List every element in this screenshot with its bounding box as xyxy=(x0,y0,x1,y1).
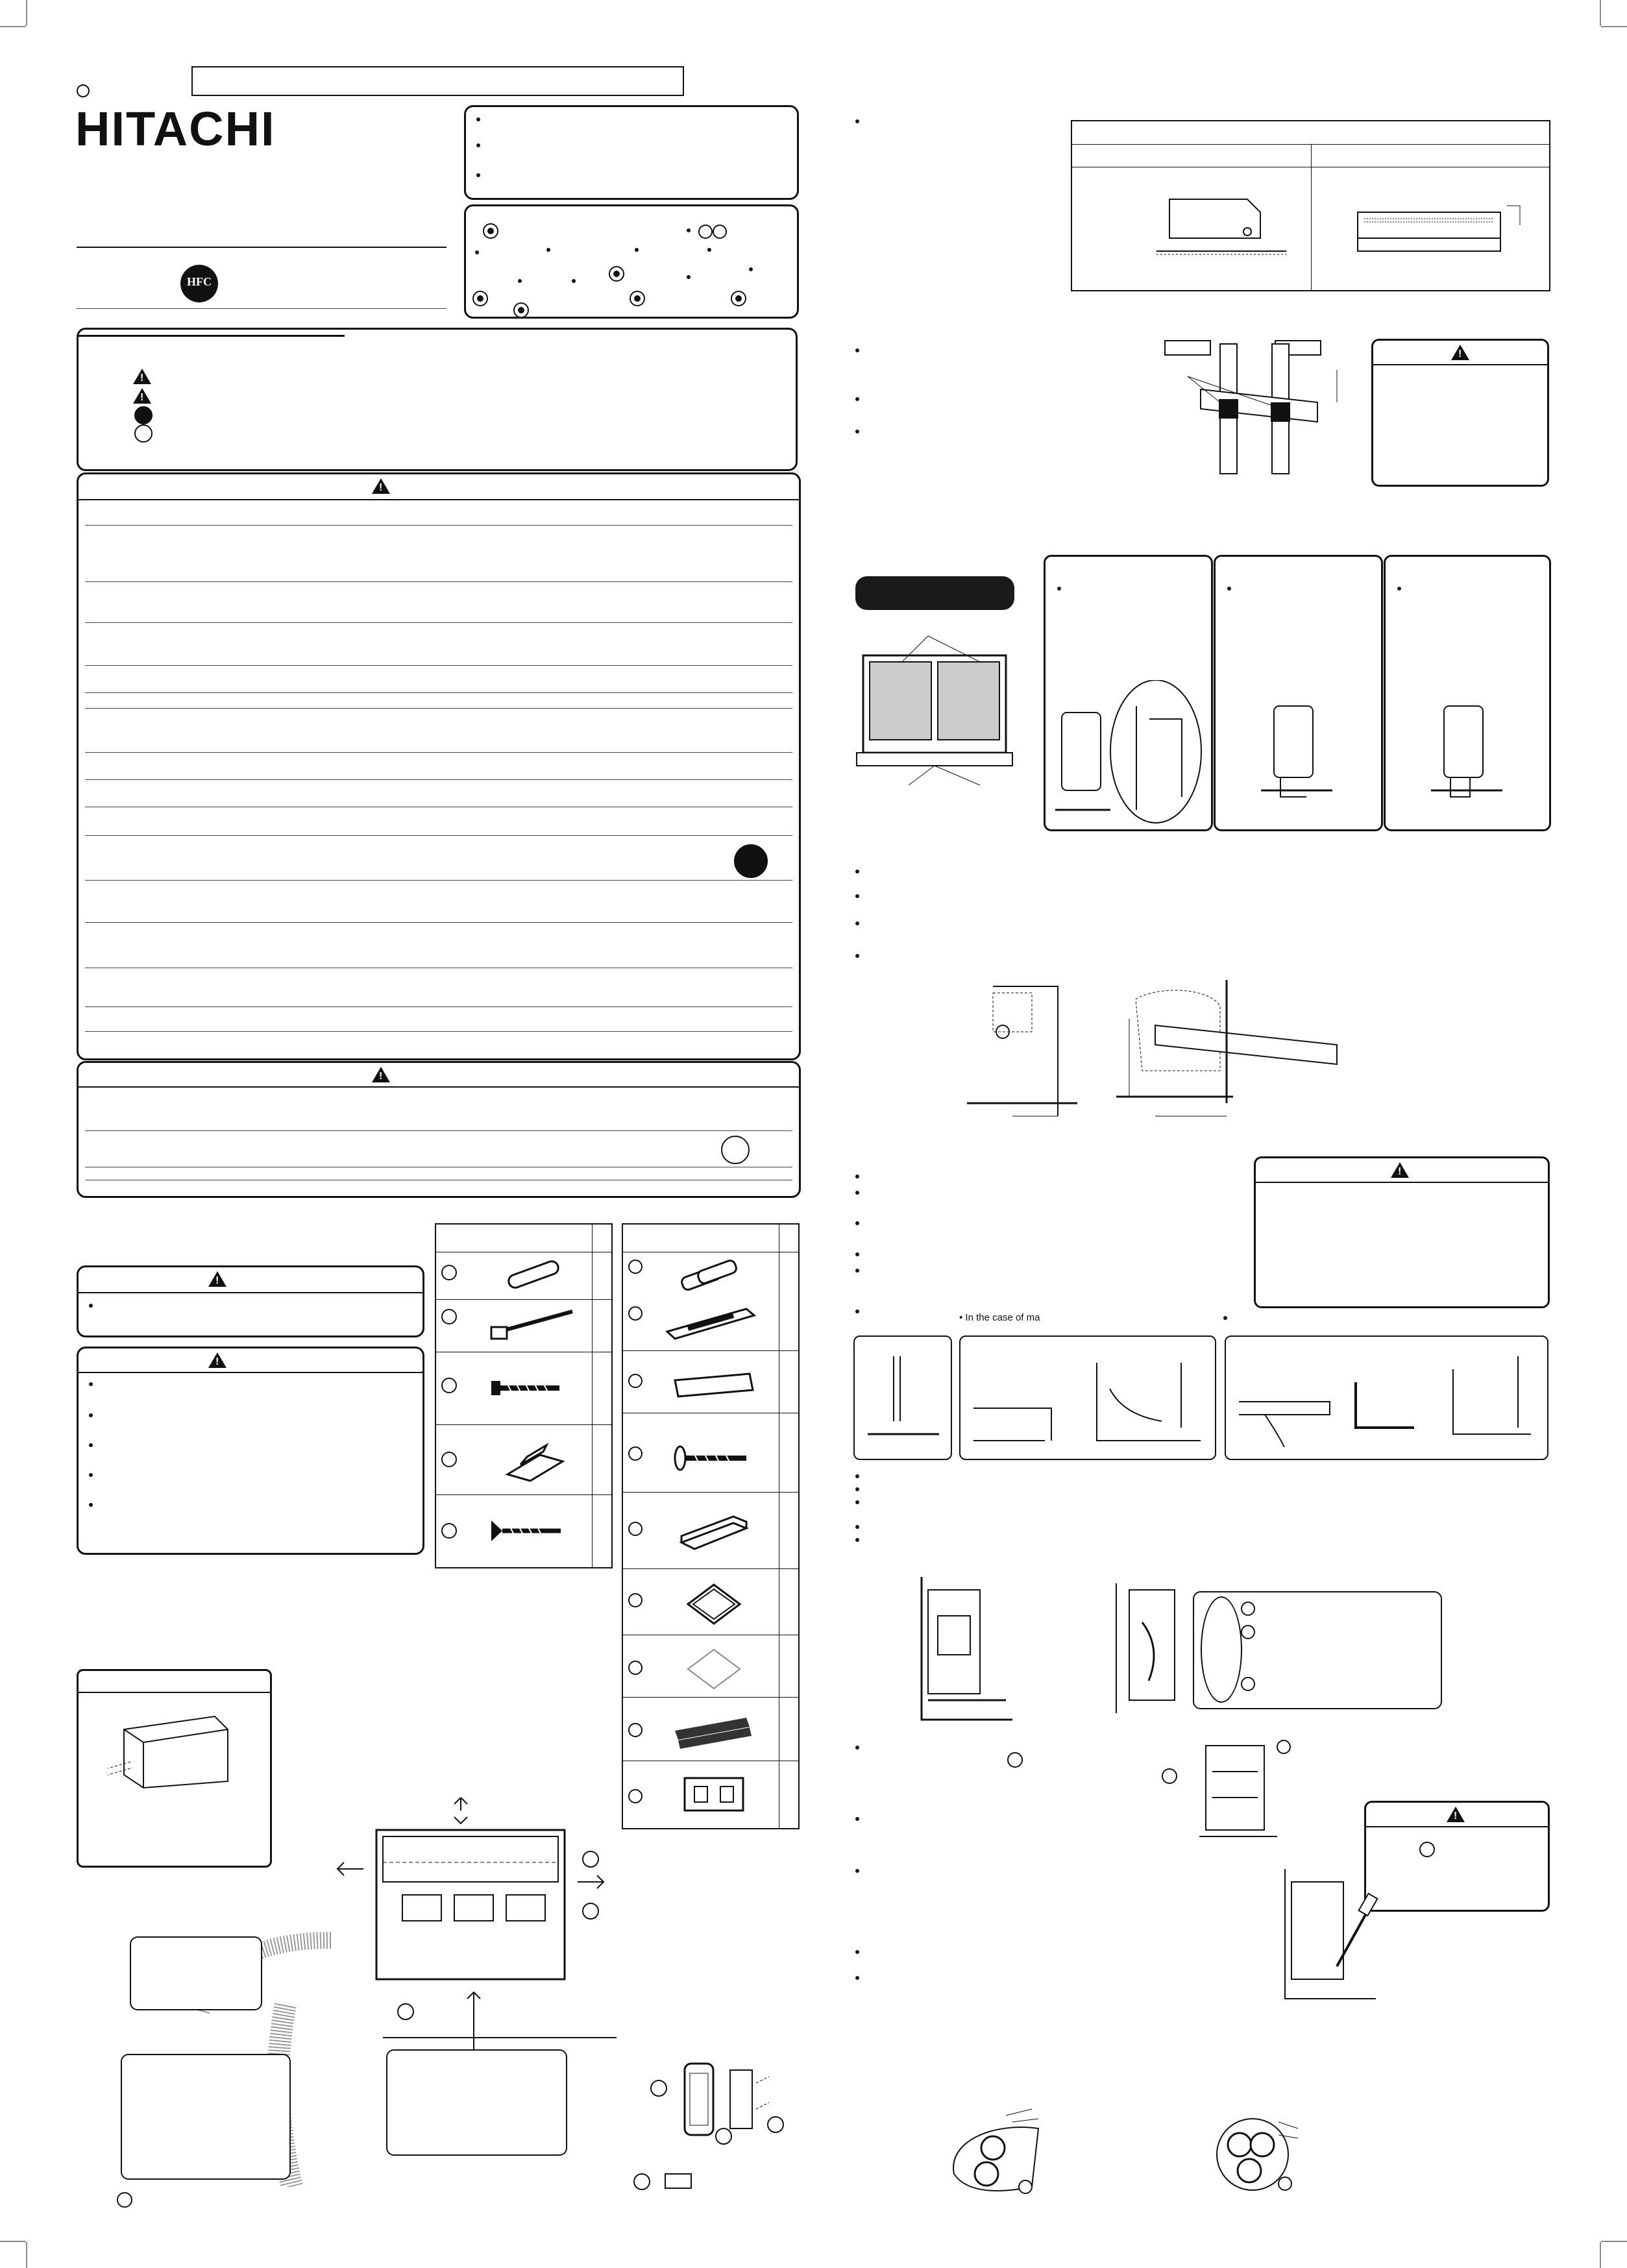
screw-icon xyxy=(488,1514,566,1546)
item-number-circle xyxy=(441,1309,457,1324)
safety-legend-box xyxy=(77,328,798,471)
pipe-routing-diagram-1 xyxy=(967,980,1077,1129)
model-name-box xyxy=(191,66,684,96)
title-divider-lower xyxy=(77,308,447,309)
remote-control-icon xyxy=(662,1302,759,1341)
drain-case-box-3 xyxy=(1225,1335,1548,1460)
item-number-circle xyxy=(1162,1768,1177,1784)
drain-sketch xyxy=(967,1350,1208,1447)
callout-box xyxy=(121,2054,291,2180)
batteries-icon xyxy=(675,1256,746,1295)
ground-symbol-icon xyxy=(734,844,768,878)
drain-case-box-1 xyxy=(853,1335,952,1460)
crop-mark xyxy=(1601,26,1627,27)
unit-sketch xyxy=(104,1703,241,1801)
drain-sketch xyxy=(1232,1350,1541,1447)
notes-box xyxy=(464,105,799,200)
hfc-badge-text: HFC xyxy=(187,275,212,288)
warning-triangle-icon xyxy=(133,388,151,404)
mounting-plate-icon xyxy=(675,1768,753,1820)
unit-side-sketch xyxy=(1052,680,1205,826)
warning-triangle-icon xyxy=(1447,1807,1465,1822)
crop-mark xyxy=(1601,2241,1627,2242)
warning-box xyxy=(77,472,801,1060)
warning-triangle-icon xyxy=(208,1271,226,1287)
indoor-unit-front-diagram xyxy=(850,623,1019,792)
clearance-table xyxy=(1071,120,1550,291)
warning-triangle-icon xyxy=(208,1352,226,1368)
warning-triangle-icon xyxy=(1391,1162,1409,1178)
connection-sketch xyxy=(1193,1733,1297,1843)
item-number-circle xyxy=(1241,1602,1255,1616)
crop-mark xyxy=(0,26,26,27)
crop-mark xyxy=(0,2241,26,2242)
caution-box-right-2 xyxy=(1254,1156,1550,1308)
title-divider xyxy=(77,247,447,248)
warning-triangle-icon xyxy=(372,1067,390,1082)
zoom-ellipse xyxy=(1201,1596,1242,1703)
clip-bracket-icon xyxy=(501,1439,572,1484)
callout-box xyxy=(386,2049,567,2156)
filter-strip-icon xyxy=(668,1705,759,1750)
prohibited-circle-icon xyxy=(721,1136,750,1164)
option-box-2 xyxy=(1214,555,1383,831)
cable-tie-icon xyxy=(488,1304,579,1343)
piping-detail-sketch-2 xyxy=(1110,1583,1201,1713)
piping-detail-sketch-1 xyxy=(915,1577,1019,1726)
item-number-circle xyxy=(1241,1677,1255,1691)
item-number-circle xyxy=(441,1452,457,1467)
brand-logo: HITACHI xyxy=(75,102,276,156)
item-number-circle xyxy=(441,1523,457,1539)
page-marker-circle xyxy=(77,84,90,97)
unit-front-sketch xyxy=(1351,193,1533,264)
option-box-1 xyxy=(1044,555,1213,831)
caution-box-right-3 xyxy=(1364,1801,1550,1912)
accessories-table-2 xyxy=(622,1223,800,1829)
warning-triangle-icon xyxy=(1451,345,1469,360)
caution-box-small xyxy=(77,1265,424,1337)
pipe-cross-section-1 xyxy=(941,2103,1058,2200)
caution-box-list xyxy=(77,1347,424,1555)
drain-case-box-2 xyxy=(959,1335,1216,1460)
remote-holder-diagram xyxy=(626,2044,789,2193)
screwdriver-install-sketch xyxy=(1278,1869,1382,2012)
caution-box xyxy=(77,1061,801,1198)
item-number-circle xyxy=(1241,1625,1255,1639)
pipe-cross-section-2 xyxy=(1201,2103,1317,2200)
crop-mark xyxy=(26,0,27,26)
wall-sleeve-diagram xyxy=(1162,337,1356,477)
drain-sketch xyxy=(861,1350,944,1447)
callout-box xyxy=(130,1936,262,2010)
plus-minus-icon xyxy=(713,225,727,239)
crop-mark xyxy=(26,2242,27,2268)
screw-icon xyxy=(668,1439,753,1478)
filter-icon xyxy=(681,1578,746,1630)
pipe-insulation-icon xyxy=(501,1258,566,1291)
crop-mark xyxy=(1600,0,1601,26)
caution-box-right xyxy=(1371,339,1549,487)
ground-symbol-icon xyxy=(134,406,153,424)
item-number-circle xyxy=(441,1265,457,1280)
prohibited-circle-icon xyxy=(134,424,153,443)
section-heading-bar xyxy=(855,576,1014,610)
symbols-box xyxy=(464,204,799,319)
screw-icon xyxy=(488,1371,566,1404)
manual-sheet-icon xyxy=(668,1367,759,1400)
crop-mark xyxy=(1600,2242,1601,2268)
item-number-circle xyxy=(1419,1842,1435,1857)
spacer-block-icon xyxy=(675,1510,753,1555)
unit-side-sketch xyxy=(1425,687,1515,816)
piping-note-box xyxy=(1193,1591,1442,1709)
unit-side-sketch xyxy=(1156,180,1286,271)
item-number-circle xyxy=(1007,1752,1023,1768)
sheet-icon xyxy=(681,1643,746,1695)
warning-triangle-icon xyxy=(133,369,151,384)
accessories-table-1 xyxy=(435,1223,613,1568)
plus-minus-icon xyxy=(698,225,713,239)
unit-side-sketch xyxy=(1254,687,1345,816)
case-label: • In the case of ma xyxy=(959,1312,1040,1323)
pipe-routing-diagram-2 xyxy=(1116,980,1363,1129)
warning-triangle-icon xyxy=(372,478,390,494)
page-marker-circle xyxy=(117,2192,132,2208)
item-number-circle xyxy=(441,1378,457,1393)
option-box-3 xyxy=(1384,555,1551,831)
